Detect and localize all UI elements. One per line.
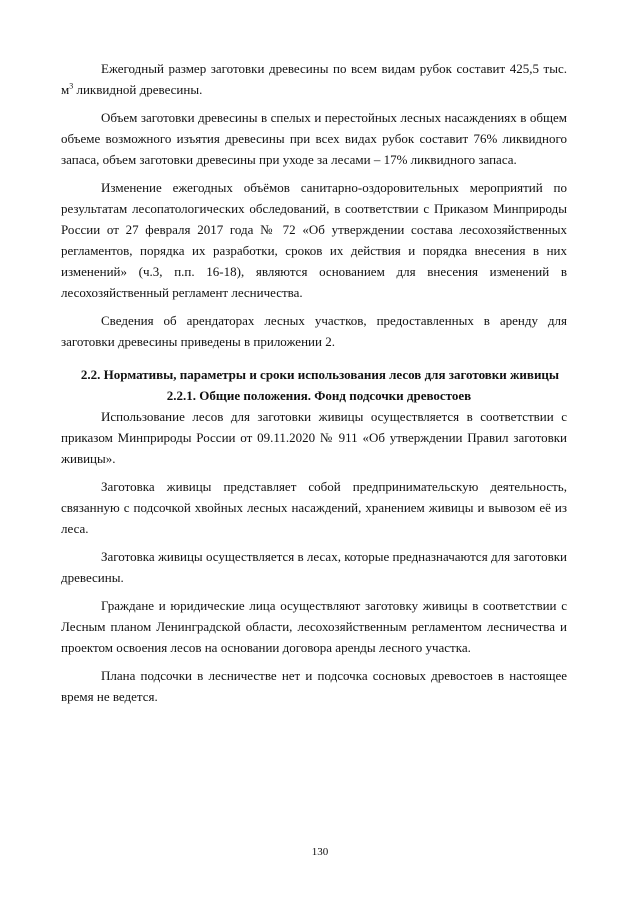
section-heading: 2.2. Нормативы, параметры и сроки использования лесов для заготовки живицы	[80, 367, 560, 382]
paragraph-annual-harvest-tail: ликвидной древесины.	[73, 82, 203, 97]
paragraph-resin-entities: Граждане и юридические лица осуществляют заготовку живицы в соответствии с Лесным планом Ленинградской области, лесохозяйственным регламентом лесничества и проектом освоения лесов на основании договора аренды лесного участка.	[61, 598, 567, 655]
paragraph-sanitary-changes: Изменение ежегодных объёмов санитарно-оздоровительных мероприятий по результатам лесопатологических обследований, в соответствии с Приказом Минприроды России от 27 февраля 2017 года № 72 «Об утверждении состава лесохозяйственных регламентов, порядка их разработки, сроков их действия и порядка внесения в них изменений» (ч.3, п.п. 16-18), являются основанием для внесения изменений в лесохозяйственный регламент лесничества.	[61, 180, 567, 300]
paragraph-annual-harvest-text: Ежегодный размер заготовки древесины по всем видам рубок составит 425,5 тыс. м	[61, 61, 567, 97]
cubic-superscript: 3	[69, 81, 74, 91]
paragraph-resin-forests: Заготовка живицы осуществляется в лесах, которые предназначаются для заготовки древесины.	[61, 549, 567, 585]
paragraph-annual-harvest	[61, 58, 567, 100]
paragraph-resin-order: Использование лесов для заготовки живицы осуществляется в соответствии с приказом Минприроды России от 09.11.2020 № 911 «Об утверждении Правил заготовки живицы».	[61, 409, 567, 466]
paragraph-resin-definition: Заготовка живицы представляет собой предпринимательскую деятельность, связанную с подсочкой хвойных лесных насаждений, хранением живицы и вывозом её из леса.	[61, 479, 567, 536]
paragraph-harvest-share: Объем заготовки древесины в спелых и перестойных лесных насаждениях в общем объеме возможного изъятия древесины при всех видах рубок составит 76% ликвидного запаса, объем заготовки древесины при уходе за лесами – 17% ликвидного запаса.	[61, 110, 567, 167]
page-content	[61, 58, 567, 714]
page-number: 130	[311, 846, 329, 858]
subsection-heading: 2.2.1. Общие положения. Фонд подсочки древостоев	[166, 388, 472, 403]
paragraph-no-tapping-plan: Плана подсочки в лесничестве нет и подсочка сосновых древостоев в настоящее время не ведется.	[61, 668, 567, 704]
paragraph-lessees: Сведения об арендаторах лесных участков, предоставленных в аренду для заготовки древесины приведены в приложении 2.	[61, 313, 567, 349]
